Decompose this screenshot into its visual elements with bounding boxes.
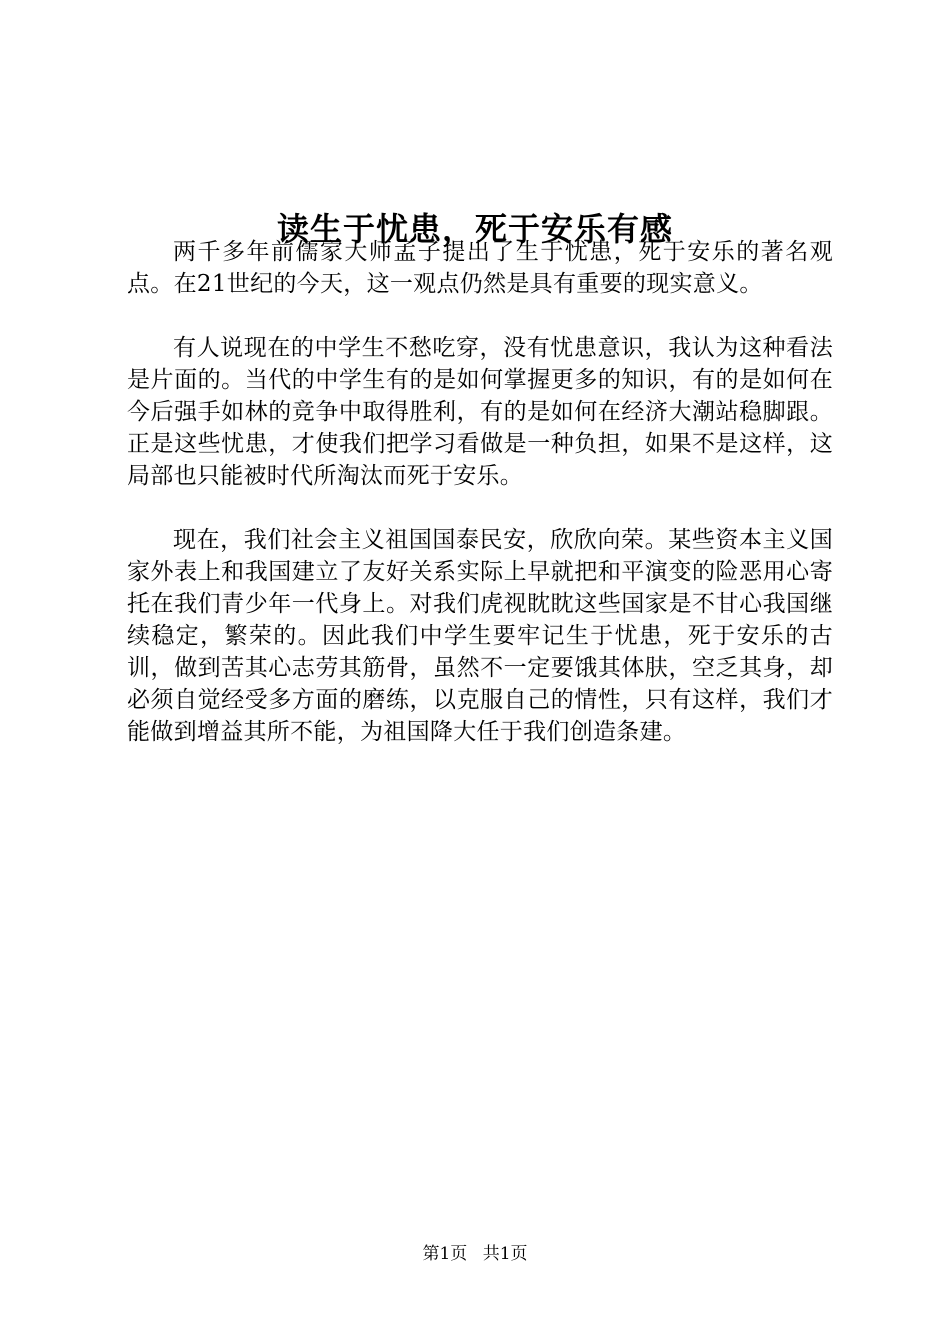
paragraph-3: 现在，我们社会主义祖国国泰民安，欣欣向荣。某些资本主义国家外表上和我国建立了友好关系实际上早就把和平演变的险恶用心寄托在我们青少年一代身上。对我们虎视眈眈这些国家是不甘心我国继续稳定，繁荣的。因此我们中学生要牢记生于忧患，死于安乐的古训，做到苦其心志劳其筋骨，虽然不一定要饿其体肤，空乏其身，却必须自觉经受多方面的磨练，以克服自己的情性，只有这样，我们才能做到增益其所不能，为祖国降大任于我们创造条建。: [127, 527, 833, 745]
page-total: 共1页: [482, 1244, 528, 1264]
page-footer: [0, 1242, 950, 1266]
page-number: 第1页: [422, 1244, 468, 1264]
page-title: 读生于忧患，死于安乐有感: [276, 210, 673, 249]
paragraph-2: 有人说现在的中学生不愁吃穿，没有忧患意识，我认为这种看法是片面的。当代的中学生有的是如何掌握更多的知识，有的是如何在今后强手如林的竞争中取得胜利，有的是如何在经济大潮站稳脚跟。正是这些忧患，才使我们把学习看做是一种负担，如果不是这样，这局部也只能被时代所淘汰而死于安乐。: [127, 335, 833, 489]
paragraph-1: 两千多年前儒家大师孟子提出了生于忧患，死于安乐的著名观点。在21世纪的今天，这一观点仍然是具有重要的现实意义。: [127, 239, 833, 297]
document-body: [127, 236, 833, 780]
